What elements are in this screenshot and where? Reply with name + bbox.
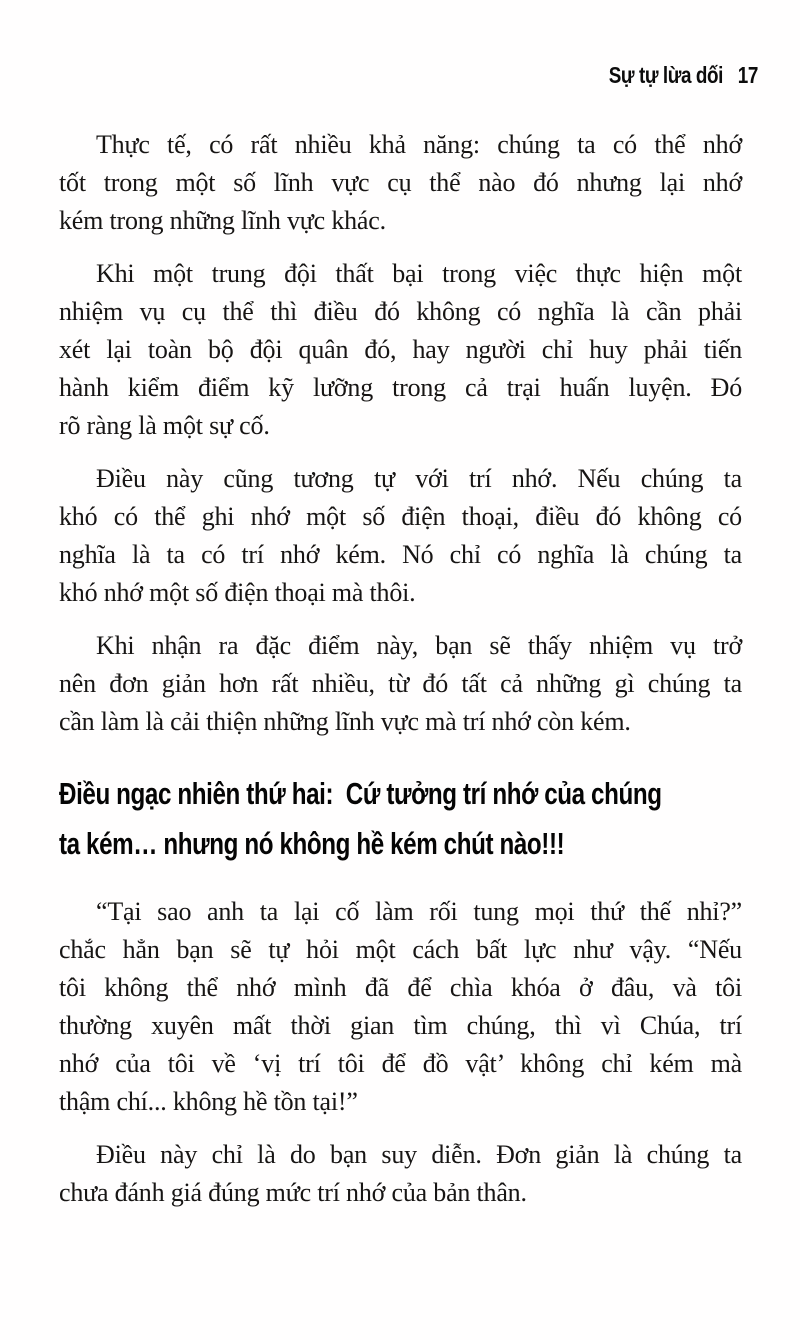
- page-number: 17: [737, 62, 758, 88]
- section-heading: [59, 769, 742, 869]
- paragraph-1: [59, 126, 742, 240]
- text-line: hành kiểm điểm kỹ lưỡng trong cả trại huấn luyện. Đó: [59, 373, 742, 402]
- paragraph-4: [59, 627, 742, 741]
- text-line: Khi một trung đội thất bại trong việc thực hiện một: [96, 259, 742, 288]
- text-line: thường xuyên mất thời gian tìm chúng, thì vì Chúa, trí: [59, 1011, 742, 1040]
- text-line: nhớ của tôi về ‘vị trí tôi để đồ vật’ không chỉ kém mà: [59, 1049, 742, 1078]
- text-line: xét lại toàn bộ đội quân đó, hay người chỉ huy phải tiến: [59, 335, 742, 364]
- text-line: tôi không thể nhớ mình đã để chìa khóa ở đâu, và tôi: [59, 973, 742, 1002]
- text-line: “Tại sao anh ta lại cố làm rối tung mọi thứ thế nhỉ?”: [96, 897, 742, 926]
- text-line: Khi nhận ra đặc điểm này, bạn sẽ thấy nhiệm vụ trở: [96, 631, 742, 660]
- paragraph-6: [59, 1136, 742, 1212]
- section-title: Sự tự lừa dối: [608, 62, 724, 88]
- text-line: nhiệm vụ cụ thể thì điều đó không có nghĩa là cần phải: [59, 297, 742, 326]
- text-line: Điều này cũng tương tự với trí nhớ. Nếu chúng ta: [96, 464, 742, 493]
- text-line: khó có thể ghi nhớ một số điện thoại, điều đó không có: [59, 502, 742, 531]
- text-line: tốt trong một số lĩnh vực cụ thể nào đó nhưng lại nhớ: [59, 168, 742, 197]
- text-line: Điều này chỉ là do bạn suy diễn. Đơn giản là chúng ta: [96, 1140, 742, 1169]
- text-line: nghĩa là ta có trí nhớ kém. Nó chỉ có nghĩa là chúng ta: [59, 540, 742, 569]
- text-line: nên đơn giản hơn rất nhiều, từ đó tất cả những gì chúng ta: [59, 669, 742, 698]
- text-line: chắc hẳn bạn sẽ tự hỏi một cách bất lực như vậy. “Nếu: [59, 935, 742, 964]
- paragraph-3: [59, 460, 742, 612]
- text-line: kém trong những lĩnh vực khác.: [59, 206, 386, 235]
- heading-line: Điều ngạc nhiên thứ hai: Cứ tưởng trí nhớ của chúng: [59, 776, 662, 811]
- text-line: Thực tế, có rất nhiều khả năng: chúng ta có thể nhớ: [96, 130, 742, 159]
- text-line: chưa đánh giá đúng mức trí nhớ của bản thân.: [59, 1178, 527, 1207]
- text-line: thậm chí... không hề tồn tại!”: [59, 1087, 358, 1116]
- paragraph-5: [59, 893, 742, 1121]
- body-text-column: [59, 126, 742, 1227]
- text-line: cần làm là cải thiện những lĩnh vực mà trí nhớ còn kém.: [59, 707, 631, 736]
- running-header: [609, 62, 758, 89]
- paragraph-2: [59, 255, 742, 445]
- text-line: khó nhớ một số điện thoại mà thôi.: [59, 578, 416, 607]
- heading-line: ta kém… nhưng nó không hề kém chút nào!!!: [59, 826, 565, 861]
- text-line: rõ ràng là một sự cố.: [59, 411, 270, 440]
